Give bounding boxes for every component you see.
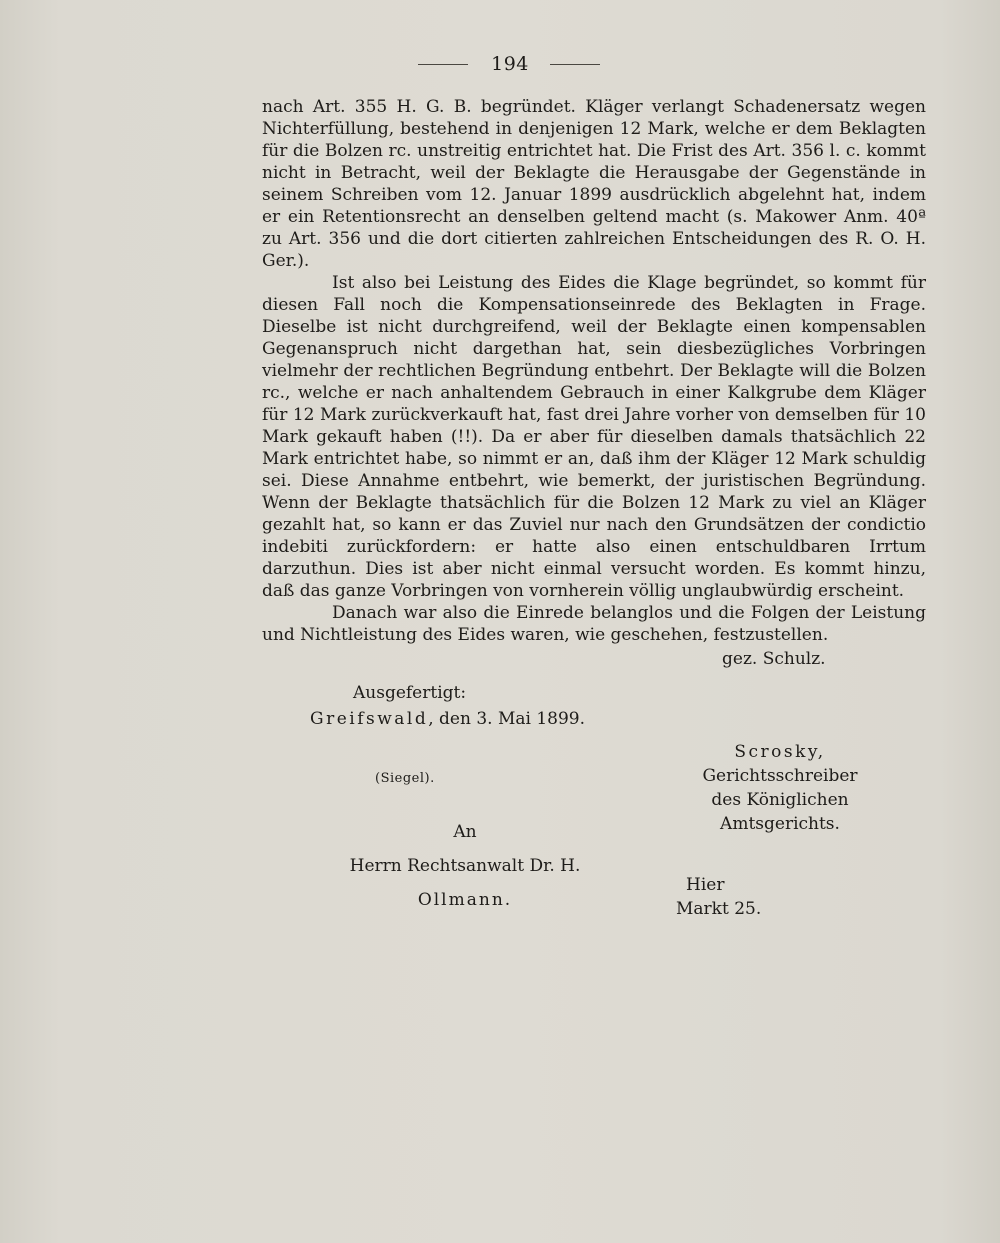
- addressee-prefix: An: [453, 822, 477, 842]
- clerk-title: Gerichtsschreiber: [702, 766, 858, 786]
- paragraph-3: Danach war also die Einrede belanglos und die Folgen der Leistung und Nichtleistung des Eides waren, wie geschehen, festzustellen.: [262, 603, 926, 645]
- clerk-name: Scrosky,: [734, 742, 826, 762]
- certification-date: , den 3. Mai 1899.: [428, 709, 586, 729]
- certification-place: Greifswald: [310, 709, 429, 729]
- addressee-block: [310, 815, 620, 917]
- page-number: 194: [491, 53, 529, 75]
- body-text: [262, 96, 926, 646]
- seal-note: (Siegel).: [375, 771, 435, 786]
- place-date-line: [310, 708, 585, 730]
- paragraph-1: nach Art. 355 H. G. B. begründet. Kläger verlangt Schadenersatz wegen Nichterfüllung, bestehend in denjenigen 12 Mark, welche er dem Beklagten für die Bolzen rc. unstreitig entrichtet hat. Die Frist des Art. 356 l. c. kommt nicht in Betracht, weil der Beklagte die Herausgabe der Gegenstände in seinem Schreiben vom 12. Januar 1899 ausdrücklich abgelehnt hat, indem er ein Retentionsrecht an denselben geltend macht (s. Makower Anm. 40ª zu Art. 356 und die dort citierten zahlreichen Entscheidungen des R. O. H. Ger.).: [262, 97, 926, 271]
- addressee-line: [310, 849, 620, 917]
- clerk-court: des Königlichen Amtsgerichts.: [711, 790, 849, 834]
- page-header: [0, 52, 1000, 76]
- address-street: Markt 25.: [676, 899, 762, 919]
- paragraph-2: Ist also bei Leistung des Eides die Klage begründet, so kommt für diesen Fall noch die Kompensationseinrede des Beklagten in Frage. Dieselbe ist nicht durchgreifend, weil der Beklagte einen kompensablen Gegenanspruch nicht dargethan hat, sein diesbezügliches Vorbringen vielmehr der rechtlichen Begründung entbehrt. Der Beklagte will die Bolzen rc., welche er nach anhaltendem Gebrauch in einer Kalkgrube dem Kläger für 12 Mark zurückverkauft hat, fast drei Jahre vorher von demselben für 10 Mark gekauft haben (!!). Da er aber für dieselben damals thatsächlich 22 Mark entrichtet habe, so nimmt er an, daß ihm der Kläger 12 Mark schuldig sei. Diese Annahme entbehrt, wie bemerkt, der juristischen Begründung. Wenn der Beklagte thatsächlich für die Bolzen 12 Mark zu viel an Kläger gezahlt hat, so kann er das Zuviel nur nach den Grundsätzen der condictio indebiti zurückfordern: er hatte also einen entschuldbaren Irrtum darzuthun. Dies ist aber nicht einmal versucht worden. Es kommt hinzu, daß das ganze Vorbringen von vornherein völlig unglaubwürdig erscheint.: [262, 273, 926, 601]
- local-address: [676, 873, 761, 921]
- address-city: Hier: [686, 875, 725, 895]
- judge-signature: gez. Schulz.: [722, 649, 826, 669]
- certification-label: Ausgefertigt:: [353, 683, 467, 703]
- addressee-title: Herrn Rechtsanwalt Dr. H.: [349, 856, 581, 876]
- header-rule-left: [418, 64, 468, 65]
- clerk-block: [664, 740, 896, 836]
- header-rule-right: [550, 64, 600, 65]
- addressee-name: Ollmann.: [417, 890, 513, 910]
